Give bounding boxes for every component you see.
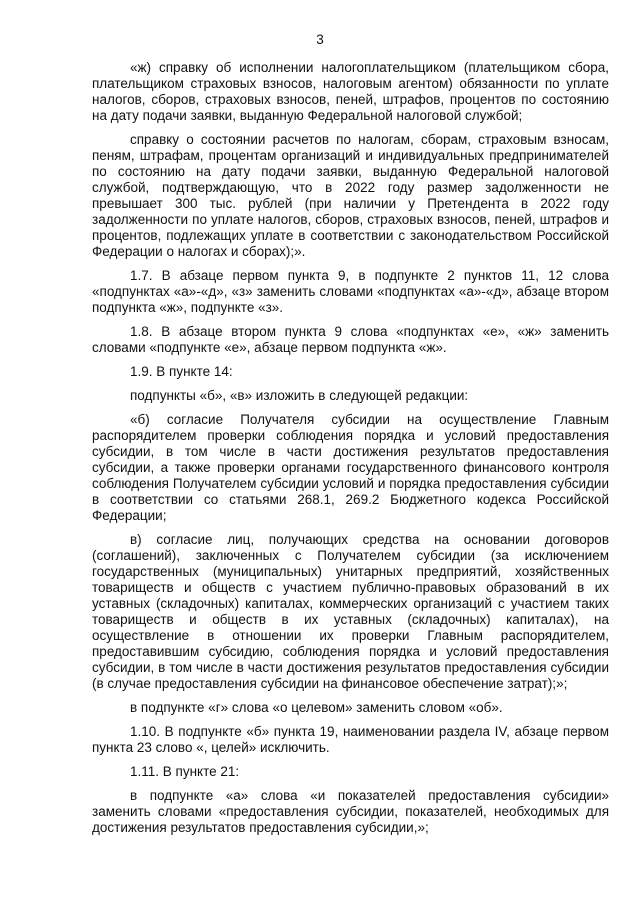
paragraph-subitem-b: «б) согласие Получателя субсидии на осуществление Главным распорядителем проверки соблюдения порядка и условий предоставления субсидии, в том числе в части достижения результатов предоставления субсидии, а также проверки органами государственного финансового контроля соблюдения Получателем субсидии условий и порядка предоставления субсидии в соответствии со статьями 268.1, 269.2 Бюджетного кодекса Российской Федерации; [92,412,609,523]
document-body [92,60,609,844]
paragraph-1-11: 1.11. В пункте 21: [130,764,240,779]
paragraph-settlement-certificate: справку о состоянии расчетов по налогам, сборам, страховым взносам, пеням, штрафам, процентам организаций и индивидуальных предпринимателей по состоянию на дату подачи заявки, выданную Федеральной налоговой службой, подтверждающую, что в 2022 году размер задолженности не превышает 300 тыс. рублей (при наличии у Претендента в 2022 году задолженности по уплате налогов, сборов, страховых взносов, пеней, штрафов и процентов, подлежащих уплате в соответствии с законодательством Российской Федерации о налогах и сборах);». [92,132,609,259]
paragraph-subitem-g: в подпункте «г» слова «о целевом» заменить словом «об». [130,700,503,715]
paragraph-subitem-a: в подпункте «а» слова «и показателей предоставления субсидии» заменить словами «предоставления субсидии, показателей, необходимых для достижения результатов предоставления субсидии,»; [92,788,609,835]
paragraph-1-10: 1.10. В подпункте «б» пункта 19, наименовании раздела IV, абзаце первом пункта 23 слово «, целей» исключить. [92,724,609,755]
page-number: 3 [316,32,324,47]
paragraph-1-8: 1.8. В абзаце втором пункта 9 слова «подпунктах «е», «ж» заменить словами «подпункте «е», абзаце первом подпункта «ж». [92,324,609,355]
paragraph-subitems-b-v: подпункты «б», «в» изложить в следующей редакции: [130,388,469,403]
paragraph-zh-certificate: «ж) справку об исполнении налогоплательщиком (плательщиком сбора, плательщиком страховых взносов, налоговым агентом) обязанности по уплате налогов, сборов, страховых взносов, пеней, штрафов, процентов по состоянию на дату подачи заявки, выданную Федеральной налоговой службой; [92,60,609,123]
paragraph-1-7: 1.7. В абзаце первом пункта 9, в подпункте 2 пунктов 11, 12 слова «подпунктах «а»-«д», «з» заменить словами «подпунктах «а»-«д», абзаце втором подпункта «ж», подпункте «з». [92,268,609,315]
paragraph-subitem-v: в) согласие лиц, получающих средства на основании договоров (соглашений), заключенных с Получателем субсидии (за исключением государственных (муниципальных) унитарных предприятий, хозяйственных товариществ и обществ с участием публично-правовых образований в их уставных (складочных) капиталах, коммерческих организаций с участием таких товариществ и обществ в их уставных (складочных) капиталах), на осуществление в отношении их проверки Главным распорядителем, предоставившим субсидию, соблюдения порядка и условий предоставления субсидии, в том числе в части достижения результатов предоставления субсидии (в случае предоставления субсидии на финансовое обеспечение затрат);»; [92,532,609,691]
paragraph-1-9: 1.9. В пункте 14: [130,364,233,379]
